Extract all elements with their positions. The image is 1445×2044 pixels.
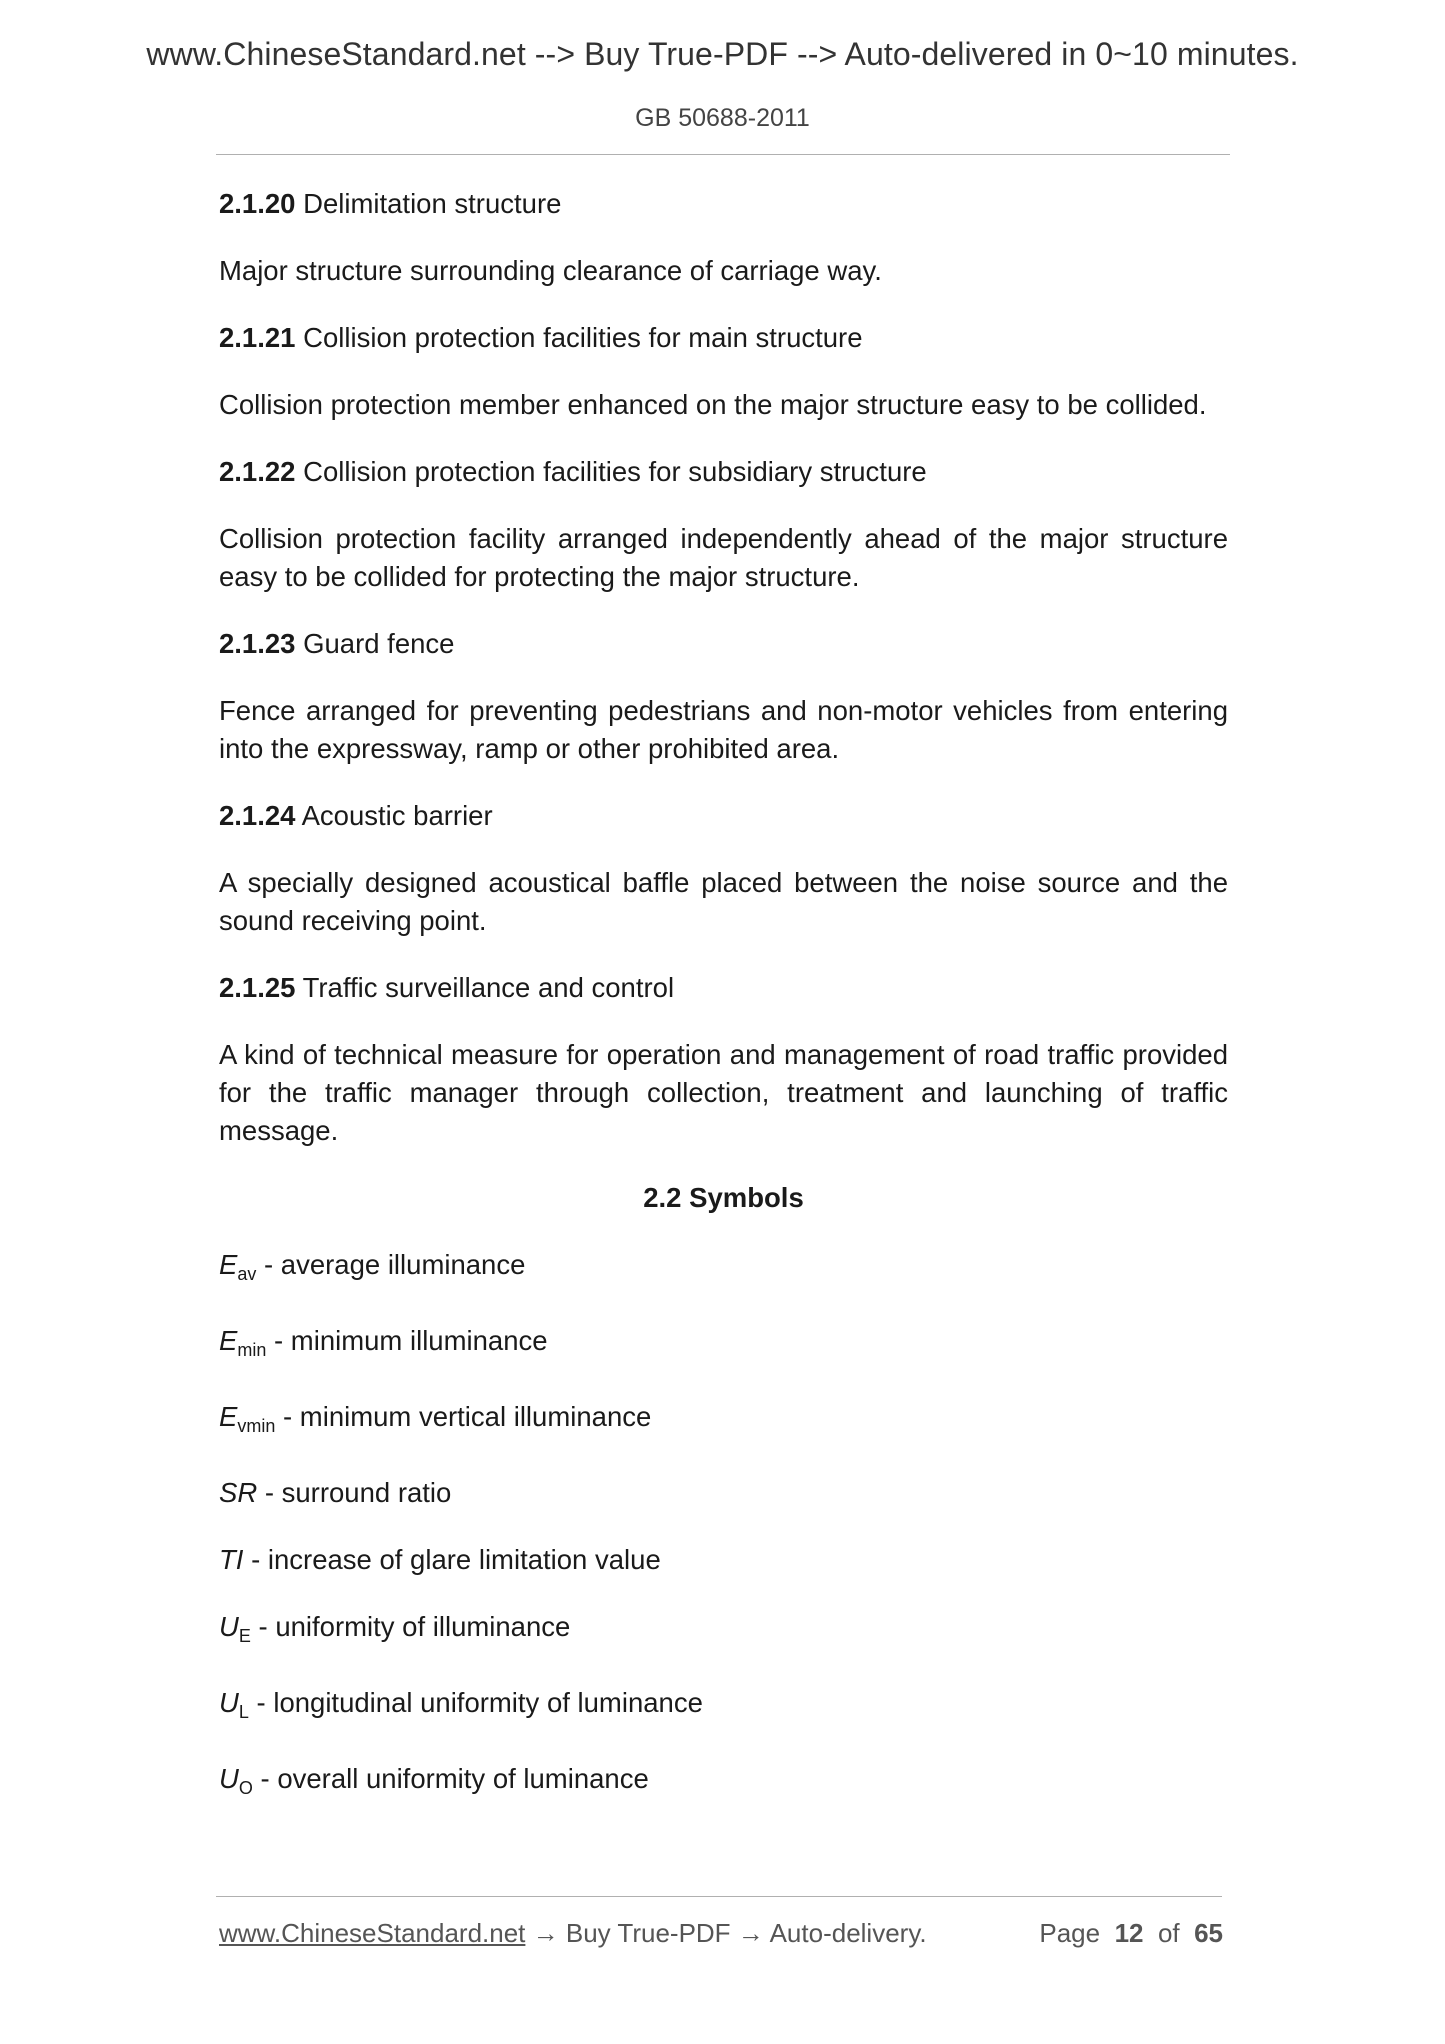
symbol-letter: U — [219, 1763, 239, 1794]
footer-divider — [216, 1896, 1222, 1897]
symbol-subscript: vmin — [237, 1416, 276, 1436]
symbol-description: - surround ratio — [257, 1477, 452, 1508]
symbol-description: - minimum vertical illuminance — [275, 1401, 652, 1432]
symbol-letter: E — [219, 1325, 238, 1356]
clause-2-1-24 — [219, 797, 1228, 940]
clause-number: 2.1.20 — [219, 188, 296, 219]
site-link[interactable]: www.ChineseStandard.net — [219, 1918, 526, 1948]
page-indicator — [1039, 1918, 1223, 1949]
clause-title: Collision protection facilities for main structure — [303, 322, 863, 353]
symbol-description: - minimum illuminance — [266, 1325, 548, 1356]
symbol-item — [219, 1474, 1228, 1512]
arrow-icon: → — [730, 1918, 770, 1948]
footer-buy-text: Buy True-PDF — [565, 1918, 731, 1948]
clause-number: 2.1.22 — [219, 456, 296, 487]
clause-definition: Fence arranged for preventing pedestrians and non-motor vehicles from entering into the expressway, ramp or other prohibited area. — [219, 695, 1228, 764]
clause-definition: A kind of technical measure for operation and management of road traffic provided for the traffic manager through collection, treatment and launching of traffic message. — [219, 1039, 1228, 1146]
symbol-letter: TI — [219, 1544, 244, 1575]
clause-heading — [219, 625, 1228, 663]
clause-heading — [219, 453, 1228, 491]
symbol-letter: U — [219, 1611, 239, 1642]
clause-number: 2.1.21 — [219, 322, 296, 353]
symbol-description: - average illuminance — [256, 1249, 526, 1280]
clause-2-1-20 — [219, 185, 1228, 290]
clause-2-1-23 — [219, 625, 1228, 768]
top-banner: www.ChineseStandard.net --> Buy True-PDF --> Auto-delivered in 0~10 minutes. — [146, 36, 1299, 72]
clause-title: Delimitation structure — [303, 188, 562, 219]
clause-2-1-25 — [219, 969, 1228, 1150]
clause-heading — [219, 185, 1228, 223]
symbol-subscript: av — [237, 1264, 257, 1284]
symbol-description: - increase of glare limitation value — [243, 1544, 661, 1575]
clause-heading — [219, 319, 1228, 357]
clause-title: Traffic surveillance and control — [302, 972, 675, 1003]
symbols-list — [219, 1246, 1228, 1807]
page-content — [219, 185, 1228, 1836]
clause-number: 2.1.23 — [219, 628, 296, 659]
footer-delivery-text: Auto-delivery. — [769, 1918, 927, 1948]
symbol-item — [219, 1684, 1228, 1731]
clause-2-1-22 — [219, 453, 1228, 596]
header-divider — [216, 154, 1230, 155]
clause-heading — [219, 797, 1228, 835]
symbol-item — [219, 1760, 1228, 1807]
of-label: of — [1157, 1918, 1180, 1948]
page-number: 12 — [1114, 1918, 1144, 1948]
clause-definition: Major structure surrounding clearance of carriage way. — [219, 255, 882, 286]
symbol-subscript: O — [238, 1778, 253, 1798]
page-label: Page — [1039, 1918, 1101, 1948]
symbol-item — [219, 1398, 1228, 1445]
standard-code: GB 50688-2011 — [635, 104, 810, 132]
symbol-letter: SR — [219, 1477, 258, 1508]
symbol-letter: E — [219, 1249, 238, 1280]
clause-title: Collision protection facilities for subsidiary structure — [303, 456, 927, 487]
footer-links — [219, 1918, 927, 1949]
symbol-description: - longitudinal uniformity of luminance — [248, 1687, 703, 1718]
section-title-symbols: 2.2 Symbols — [643, 1182, 804, 1213]
symbol-item — [219, 1608, 1228, 1655]
symbol-subscript: min — [237, 1340, 267, 1360]
clause-heading — [219, 969, 1228, 1007]
clause-definition: Collision protection facility arranged independently ahead of the major structure easy to be collided for protecting the major structure. — [219, 523, 1228, 592]
symbol-letter: E — [219, 1401, 238, 1432]
clause-number: 2.1.24 — [219, 800, 296, 831]
symbol-description: - overall uniformity of luminance — [252, 1763, 649, 1794]
symbol-subscript: L — [238, 1702, 249, 1722]
symbol-item — [219, 1246, 1228, 1293]
clause-2-1-21 — [219, 319, 1228, 424]
clause-title: Acoustic barrier — [301, 800, 493, 831]
clause-title: Guard fence — [303, 628, 455, 659]
symbol-item — [219, 1541, 1228, 1579]
symbol-description: - uniformity of illuminance — [250, 1611, 571, 1642]
clause-definition: Collision protection member enhanced on the major structure easy to be collided. — [219, 389, 1207, 420]
clause-definition: A specially designed acoustical baffle placed between the noise source and the sound receiving point. — [219, 867, 1228, 936]
symbol-letter: U — [219, 1687, 239, 1718]
total-pages: 65 — [1194, 1918, 1223, 1948]
symbol-subscript: E — [238, 1626, 251, 1646]
clause-number: 2.1.25 — [219, 972, 296, 1003]
symbol-item — [219, 1322, 1228, 1369]
arrow-icon: → — [525, 1918, 566, 1948]
